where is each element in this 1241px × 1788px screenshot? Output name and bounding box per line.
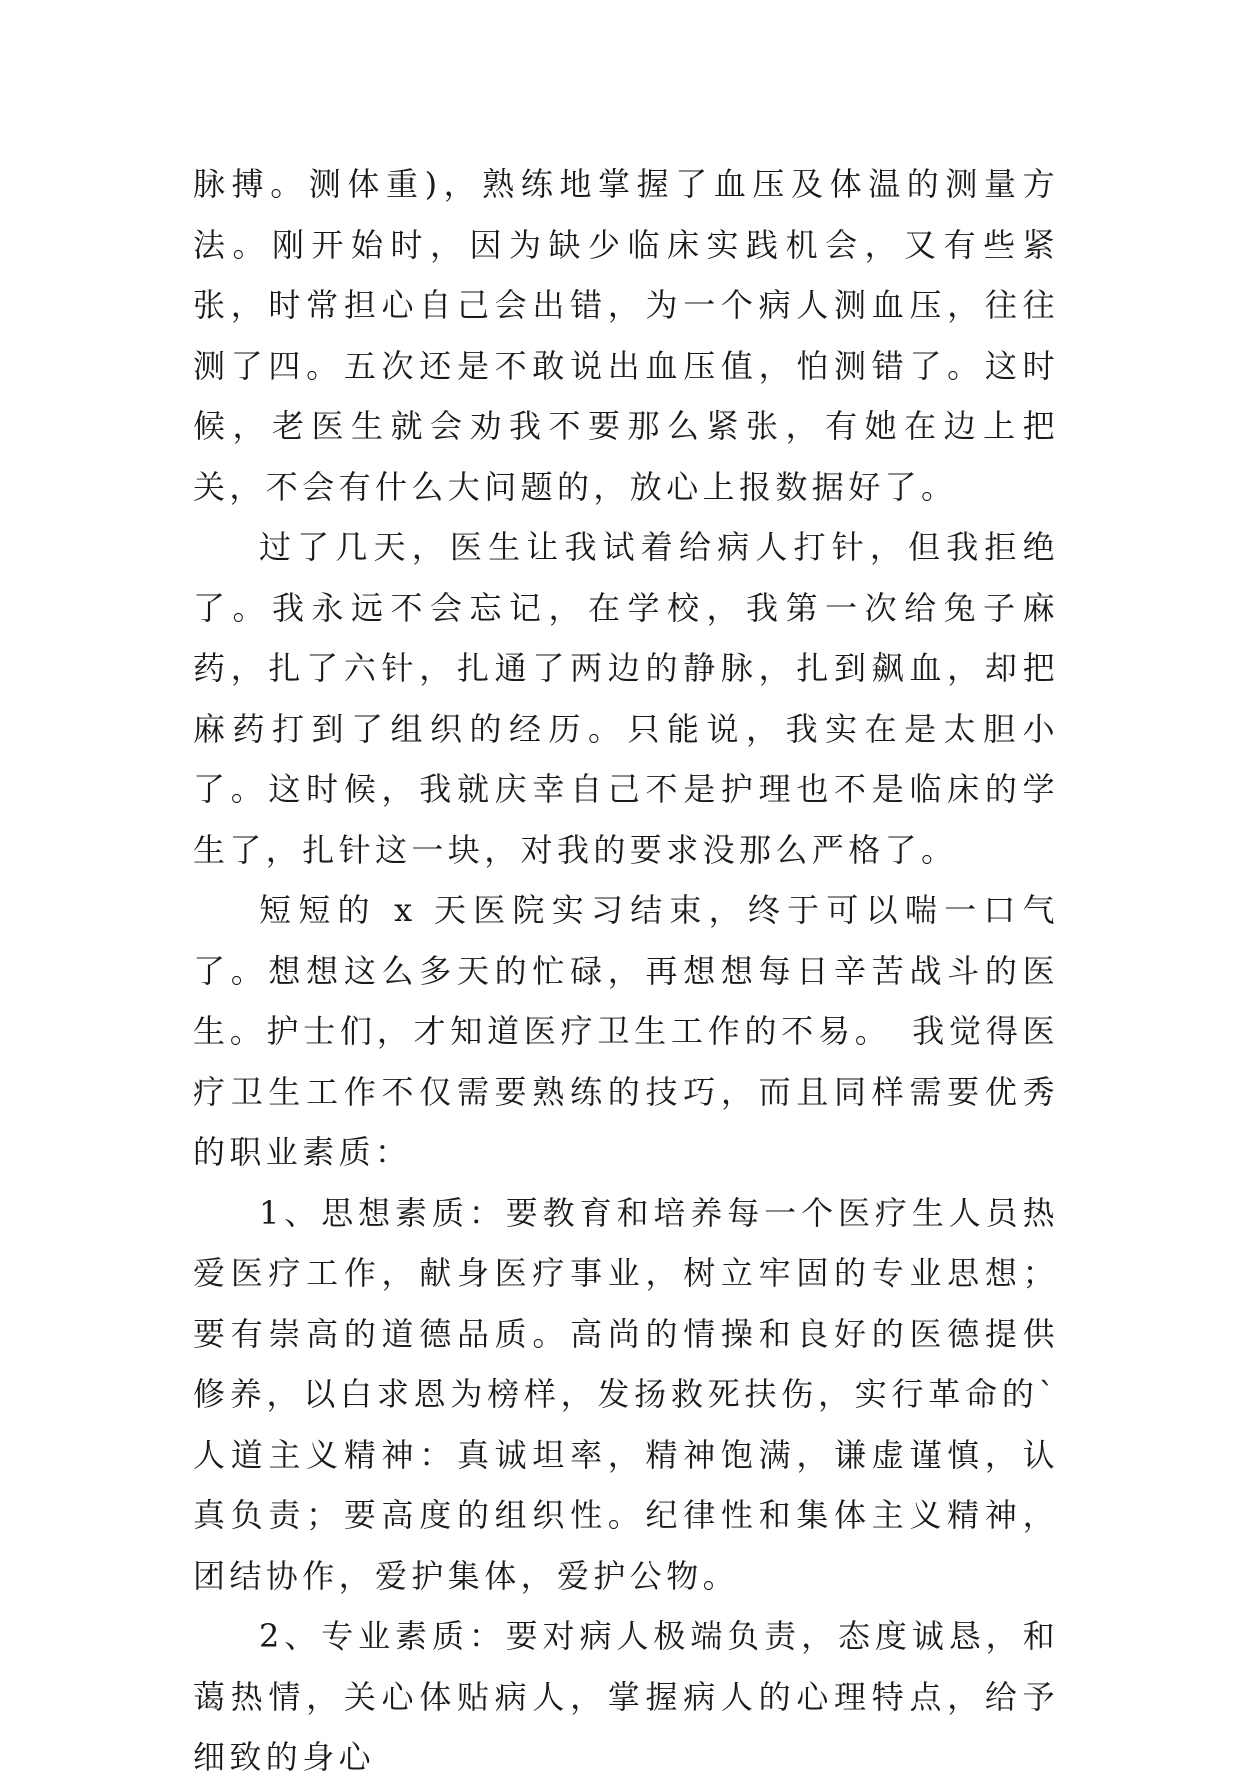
document-body bbox=[193, 154, 1059, 1788]
paragraph-5: 2、专业素质：要对病人极端负责，态度诚恳，和蔼热情，关心体贴病人，掌握病人的心理特点，给予细致的身心 bbox=[193, 1617, 1059, 1776]
paragraph-1: 脉搏。测体重)，熟练地掌握了血压及体温的测量方法。刚开始时，因为缺少临床实践机会，又有些紧张，时常担心自己会出错，为一个病人测血压，往往测了四。五次还是不敢说出血压值，怕测错了。这时候，老医生就会劝我不要那么紧张，有她在边上把关，不会有什么大问题的，放心上报数据好了。 bbox=[193, 165, 1059, 506]
paragraph-2: 过了几天，医生让我试着给病人打针，但我拒绝了。我永远不会忘记，在学校，我第一次给兔子麻药，扎了六针，扎通了两边的静脉，扎到飙血，却把麻药打到了组织的经历。只能说，我实在是太胆小了。这时候，我就庆幸自己不是护理也不是临床的学生了，扎针这一块，对我的要求没那么严格了。 bbox=[193, 528, 1059, 869]
paragraph-4: 1、思想素质：要教育和培养每一个医疗生人员热爱医疗工作，献身医疗事业，树立牢固的专业思想；要有崇高的道德品质。高尚的情操和良好的医德提供修养，以白求恩为榜样，发扬救死扶伤，实行革命的`人道主义精神：真诚坦率，精神饱满，谦虚谨慎，认真负责；要高度的组织性。纪律性和集体主义精神，团结协作，爱护集体，爱护公物。 bbox=[193, 1193, 1059, 1595]
paragraph-3: 短短的 x 天医院实习结束，终于可以喘一口气了。想想这么多天的忙碌，再想想每日辛苦战斗的医生。护士们，才知道医疗卫生工作的不易。 我觉得医疗卫生工作不仅需要熟练的技巧，而且同样需要优秀的职业素质： bbox=[193, 891, 1059, 1171]
